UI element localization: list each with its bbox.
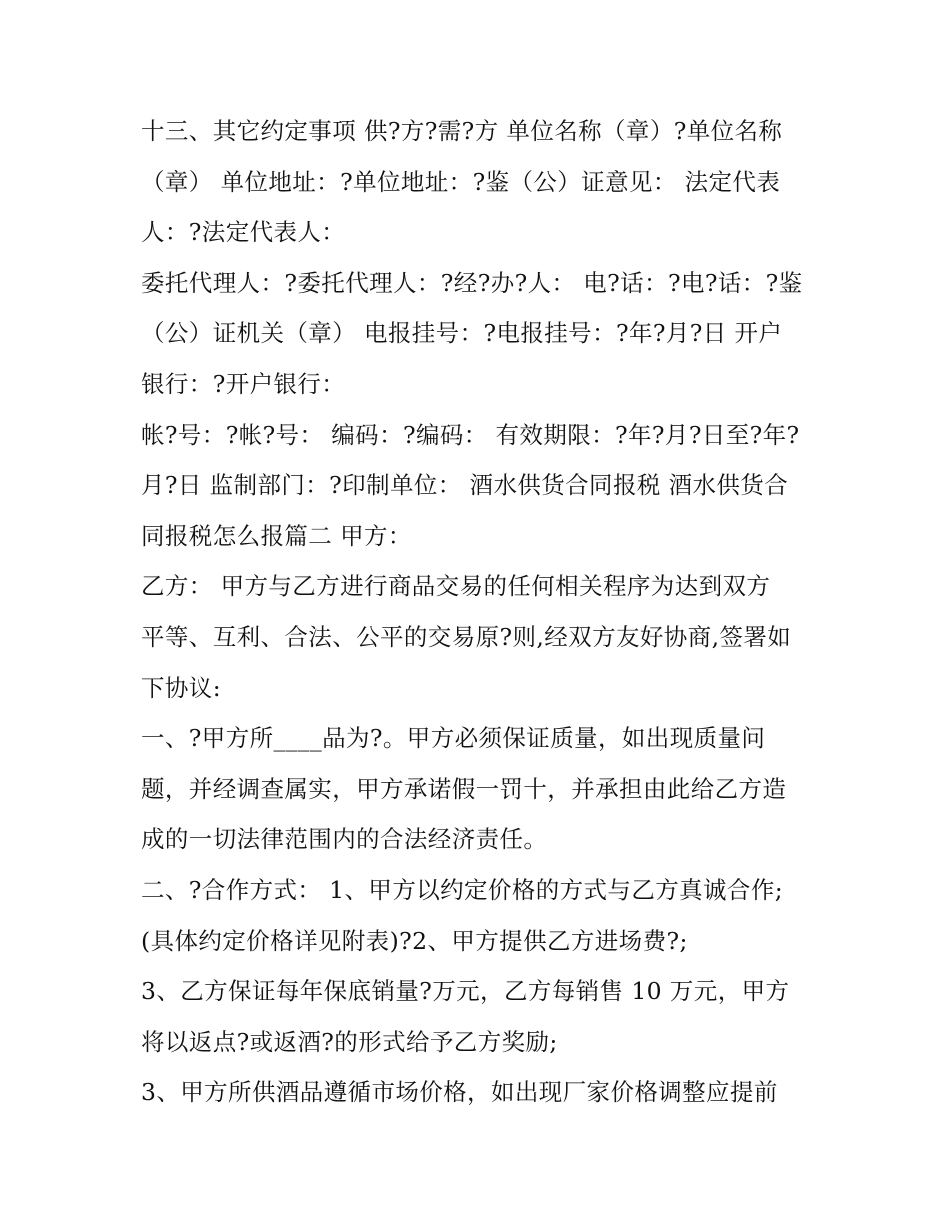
text-line: 题，并经调查属实，甲方承诺假一罚十，并承担由此给乙方造 (141, 774, 787, 803)
text-line: 帐?号：?帐?号： 编码：?编码： 有效期限：?年?月?日至?年? (141, 420, 800, 449)
text-line: 人：?法定代表人： (141, 218, 346, 247)
text-line: 平等、互利、合法、公平的交易原?则,经双方友好协商,签署如 (141, 622, 792, 651)
text-line: 二、?合作方式： 1、甲方以约定价格的方式与乙方真诚合作; (141, 875, 784, 904)
text-line: (具体约定价格详见附表)?2、甲方提供乙方进场费?; (141, 926, 688, 955)
text-line: 同报税怎么报篇二 甲方： (141, 521, 412, 550)
text-line: （公）证机关（章） 电报挂号：?电报挂号：?年?月?日 开户 (141, 319, 783, 348)
text-line: 3、甲方所供酒品遵循市场价格，如出现厂家价格调整应提前 (141, 1078, 778, 1107)
text-line: 银行：?开户银行： (141, 369, 346, 398)
text-line: 月?日 监制部门：?印制单位： 酒水供货合同报税 酒水供货合 (141, 471, 789, 500)
text-line: 十三、其它约定事项 供?方?需?方 单位名称（章）?单位名称 (141, 117, 783, 145)
text-line: 将以返点?或返酒?的形式给予乙方奖励; (141, 1027, 558, 1056)
text-line: 成的一切法律范围内的合法经济责任。 (141, 825, 548, 854)
text-line: 一、?甲方所____品为?。甲方必须保证质量，如出现质量问 (141, 724, 766, 753)
text-line: 3、乙方保证每年保底销量?万元，乙方每销售 10 万元，甲方 (141, 977, 790, 1006)
text-line: 乙方： 甲方与乙方进行商品交易的任何相关程序为达到双方 (141, 572, 771, 601)
text-line: 下协议: (141, 673, 222, 702)
text-line: 委托代理人：?委托代理人：?经?办?人： 电?话：?电?话：?鉴 (141, 268, 803, 297)
document-body (141, 106, 821, 1118)
text-line: （章） 单位地址：?单位地址：?鉴（公）证意见： 法定代表 (141, 167, 781, 196)
